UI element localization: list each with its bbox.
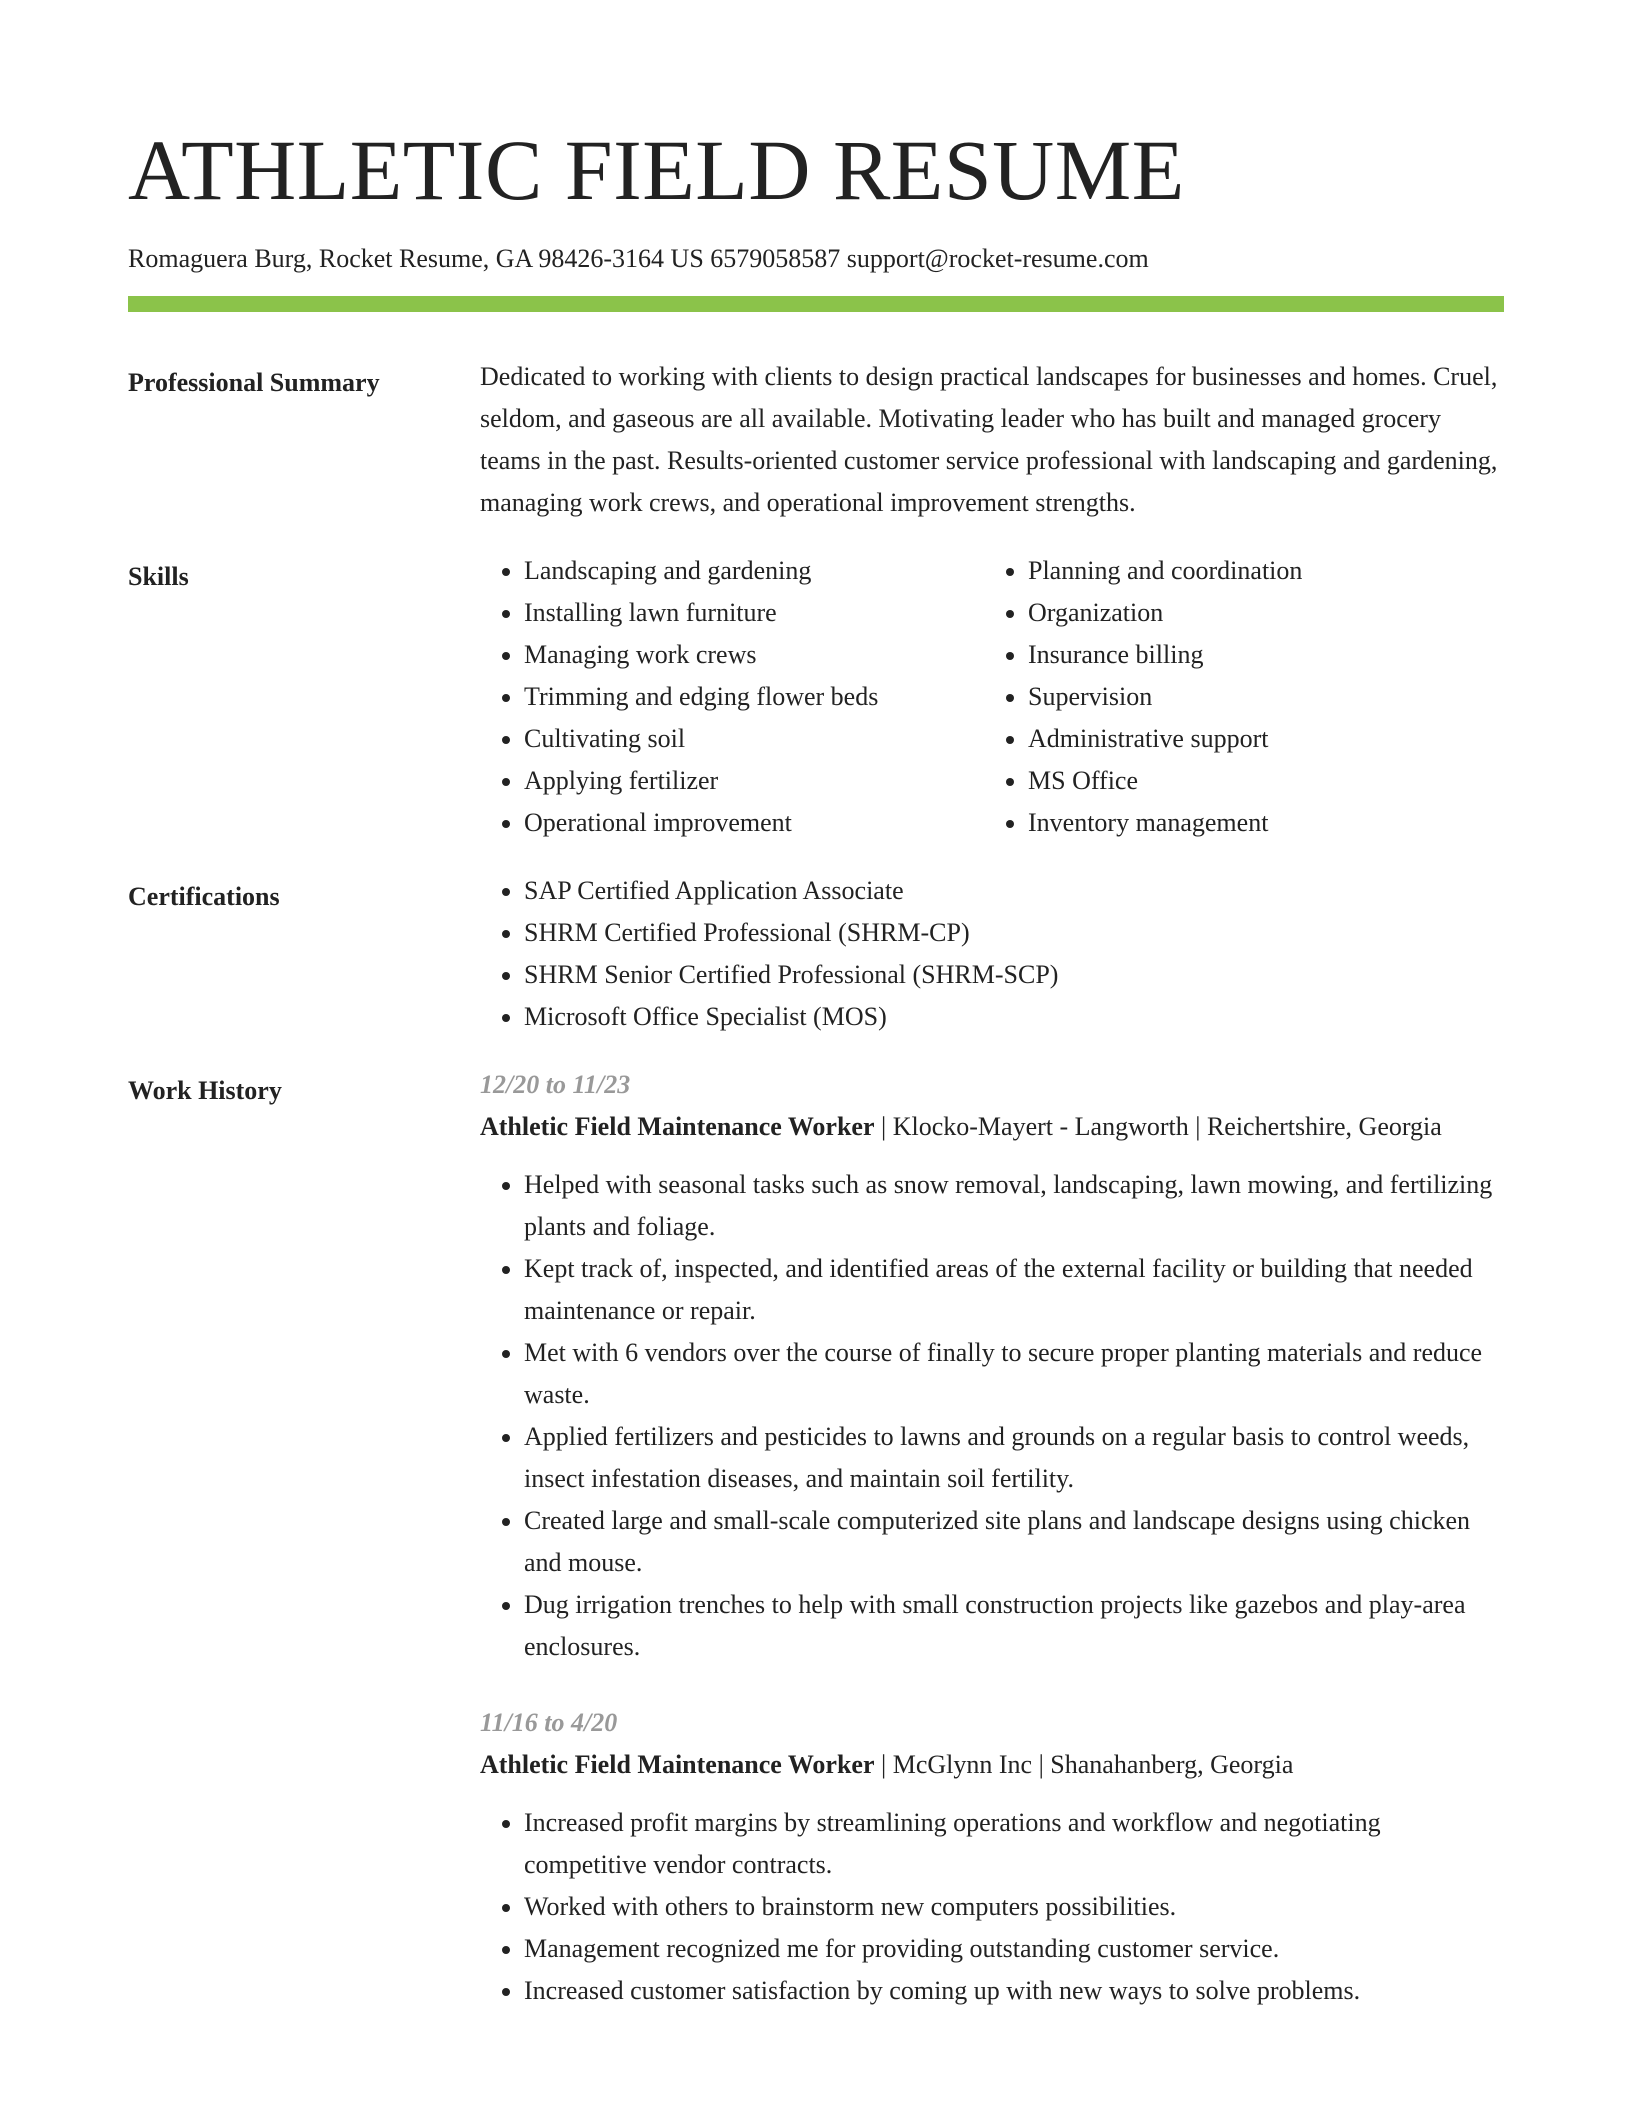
skill-item: • Installing lawn furniture (524, 592, 984, 634)
certification-item: • Microsoft Office Specialist (MOS) (524, 996, 1504, 1038)
job-bullet: • Increased customer satisfaction by coming up with new ways to solve problems. (524, 1970, 1504, 2012)
job-bullet: • Applied fertilizers and pesticides to lawns and grounds on a regular basis to control weeds, insect infestation diseases, and maintain soil fertility. (524, 1416, 1504, 1500)
skill-item: • Insurance billing (1028, 634, 1488, 676)
skills-body (480, 556, 1504, 844)
job-bullet: • Met with 6 vendors over the course of finally to secure proper planting materials and reduce waste. (524, 1332, 1504, 1416)
work-history-heading: Work History (128, 1076, 282, 1105)
skill-item: • Operational improvement (524, 802, 984, 844)
certification-item: • SHRM Certified Professional (SHRM-CP) (524, 912, 1504, 954)
job-heading (480, 1744, 1504, 1786)
job-bullet: • Created large and small-scale computerized site plans and landscape designs using chicken and mouse. (524, 1500, 1504, 1584)
job-heading (480, 1106, 1504, 1148)
summary-heading: Professional Summary (128, 368, 380, 397)
work-history-body (480, 1070, 1504, 2012)
skills-column-left (480, 550, 984, 844)
skill-item: • Organization (1028, 592, 1488, 634)
job-dates: 11/16 to 4/20 (480, 1708, 618, 1737)
job-bullets (480, 1802, 1504, 2012)
job-title: Athletic Field Maintenance Worker (480, 1750, 875, 1779)
skills-heading: Skills (128, 562, 189, 591)
work-history-section (128, 1070, 1504, 2012)
job-bullet: • Worked with others to brainstorm new computers possibilities. (524, 1886, 1504, 1928)
job-bullet: • Increased profit margins by streamlining operations and workflow and negotiating competitive vendor contracts. (524, 1802, 1504, 1886)
job-company-location: | Klocko-Mayert - Langworth | Reichertshire, Georgia (874, 1112, 1442, 1141)
skill-item: • MS Office (1028, 760, 1488, 802)
certifications-heading: Certifications (128, 882, 280, 911)
skill-item: • Supervision (1028, 676, 1488, 718)
skill-item: • Planning and coordination (1028, 550, 1488, 592)
job-company-location: | McGlynn Inc | Shanahanberg, Georgia (874, 1750, 1294, 1779)
resume-page (128, 0, 1504, 2012)
skills-section (128, 556, 1504, 844)
contact-info: Romaguera Burg, Rocket Resume, GA 98426-3164 US 6579058587 support@rocket-resume.com (128, 244, 1149, 273)
resume-title: ATHLETIC FIELD RESUME (128, 122, 1185, 218)
skill-item: • Administrative support (1028, 718, 1488, 760)
job-bullet: • Kept track of, inspected, and identified areas of the external facility or building that needed maintenance or repair. (524, 1248, 1504, 1332)
summary-body (480, 362, 1504, 524)
skill-item: • Managing work crews (524, 634, 984, 676)
job-bullet: • Management recognized me for providing outstanding customer service. (524, 1928, 1504, 1970)
skill-item: • Applying fertilizer (524, 760, 984, 802)
job-title: Athletic Field Maintenance Worker (480, 1112, 875, 1141)
summary-section (128, 362, 1504, 524)
skills-column-right (984, 550, 1488, 844)
summary-text: Dedicated to working with clients to design practical landscapes for businesses and homes. Cruel, seldom, and gaseous are all available. Motivating leader who has built and managed grocery teams in the past. Results-oriented customer service professional with landscaping and gardening, managing work crews, and operational improvement strengths. (480, 362, 1498, 517)
job-bullet: • Dug irrigation trenches to help with small construction projects like gazebos and play-area enclosures. (524, 1584, 1504, 1668)
certifications-body (480, 876, 1504, 1038)
header-divider (128, 296, 1504, 312)
skill-item: • Trimming and edging flower beds (524, 676, 984, 718)
skill-item: • Landscaping and gardening (524, 550, 984, 592)
skills-grid (480, 550, 1504, 844)
job-dates: 12/20 to 11/23 (480, 1070, 631, 1099)
skill-item: • Inventory management (1028, 802, 1488, 844)
job-bullet: • Helped with seasonal tasks such as snow removal, landscaping, lawn mowing, and fertilizing plants and foliage. (524, 1164, 1504, 1248)
job-entry (480, 1702, 1504, 2012)
job-bullets (480, 1164, 1504, 1668)
job-entry (480, 1064, 1504, 1668)
skill-item: • Cultivating soil (524, 718, 984, 760)
certifications-list (480, 870, 1504, 1038)
certification-item: • SHRM Senior Certified Professional (SHRM-SCP) (524, 954, 1504, 996)
certification-item: • SAP Certified Application Associate (524, 870, 1504, 912)
certifications-section (128, 876, 1504, 1038)
